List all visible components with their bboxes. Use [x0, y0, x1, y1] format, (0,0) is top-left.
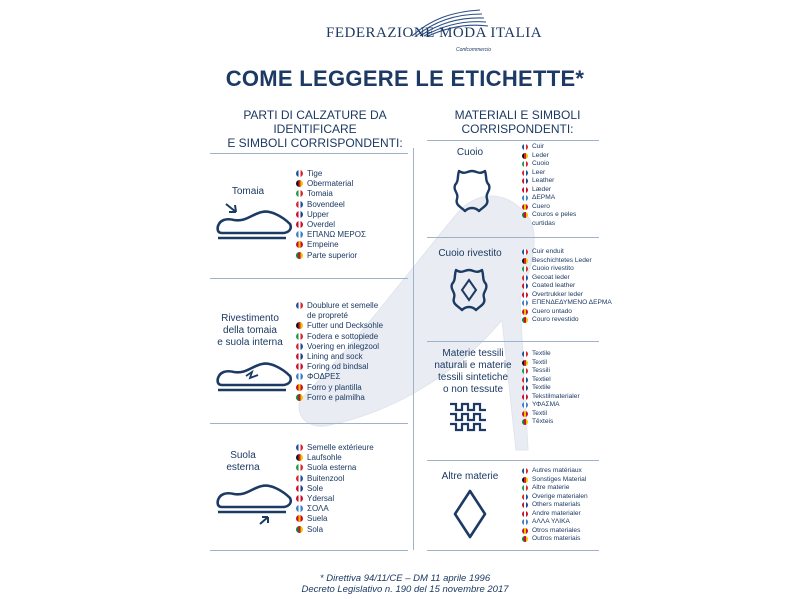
- language-item-text: Coated leather: [532, 282, 576, 289]
- language-item-text: Andre materialer: [532, 509, 581, 517]
- language-item-text: ΔΕΡΜΑ: [532, 194, 556, 201]
- flag-nl-icon: [522, 377, 528, 383]
- right-header-line: MATERIALI E SIMBOLI: [454, 108, 581, 122]
- language-item-text: Foring od bindsal: [307, 362, 369, 372]
- textile-icon: [448, 398, 488, 438]
- language-item: [522, 376, 580, 385]
- flag-dk-icon: [296, 221, 303, 228]
- section-label-line: Materie tessili: [442, 348, 504, 359]
- divider: [427, 341, 599, 342]
- language-item: [296, 189, 366, 199]
- section-label-rivestimento: [208, 313, 292, 349]
- language-item: [522, 203, 576, 212]
- language-item-text: Textile: [532, 350, 551, 357]
- language-item: [522, 484, 588, 493]
- language-item-text: ΥΦΑΣΜΑ: [532, 401, 560, 408]
- language-item-text: Ydersal: [307, 494, 335, 504]
- divider: [427, 140, 599, 141]
- flag-it-icon: [296, 190, 303, 197]
- language-item-text: Sole: [307, 483, 324, 493]
- language-item-text: Others materials: [532, 501, 581, 508]
- flag-gb-icon: [522, 502, 528, 508]
- flag-gr-icon: [522, 300, 528, 306]
- language-item-text: Bovendeel: [307, 199, 345, 209]
- language-item-text: Tomaia: [307, 189, 333, 199]
- flag-nl-icon: [522, 494, 528, 500]
- language-item-text: Sola: [307, 524, 324, 534]
- language-item: [296, 453, 374, 463]
- language-item: [522, 169, 576, 178]
- divider: [210, 550, 408, 551]
- flag-de-icon: [522, 477, 528, 483]
- language-item-text: Cuir: [532, 143, 545, 150]
- language-item: [296, 321, 383, 331]
- language-item-text: Suola esterna: [307, 463, 357, 473]
- language-item: [522, 350, 580, 359]
- language-item-text: ΣΟΛΑ: [307, 504, 329, 514]
- language-item: [296, 311, 383, 321]
- section-label-line: o non tessute: [442, 384, 504, 395]
- language-item-text: Cuero: [532, 202, 550, 210]
- flag-dk-icon: [522, 292, 528, 298]
- other-materials-icon: [452, 488, 488, 540]
- language-item: [522, 160, 576, 169]
- section-label-line: della tomaia: [223, 325, 277, 336]
- language-item-text: Tekstilmaterialer: [532, 392, 580, 400]
- language-item-text: curtidas: [532, 219, 556, 227]
- right-header-line: CORRISPONDENTI:: [461, 122, 574, 136]
- language-item: [522, 535, 588, 544]
- flag-es-icon: [296, 241, 303, 248]
- flag-es-icon: [522, 411, 528, 417]
- section-label-line: Tomaia: [231, 186, 265, 197]
- language-item-text: Forro e palmilha: [307, 392, 365, 402]
- language-item: [296, 504, 374, 514]
- section-label-line: esterna: [226, 462, 260, 473]
- section-label-line: Cuoio rivestito: [438, 248, 502, 259]
- language-item: [296, 362, 383, 372]
- language-item-text: Leather: [532, 177, 555, 184]
- language-item: [522, 282, 612, 291]
- language-item-text: Tige: [307, 169, 323, 178]
- language-item-text: Cuir enduit: [532, 248, 564, 255]
- language-item: [296, 525, 374, 535]
- language-item: [522, 177, 576, 186]
- language-item: [296, 484, 374, 494]
- language-list: [522, 143, 576, 228]
- flag-gb-icon: [522, 283, 528, 289]
- flag-it-icon: [522, 368, 528, 374]
- section-label-line: naturali e materie: [434, 360, 512, 371]
- flag-nl-icon: [296, 475, 303, 482]
- language-item-text: Têxteis: [532, 418, 554, 425]
- language-item: [522, 501, 588, 510]
- flag-gr-icon: [522, 195, 528, 201]
- flag-it-icon: [522, 161, 528, 167]
- flag-gr-icon: [296, 231, 303, 238]
- section-label-tessili: [420, 348, 526, 396]
- divider: [210, 278, 408, 279]
- flag-nl-icon: [296, 343, 303, 350]
- language-item-text: Altre materie: [532, 484, 570, 491]
- language-item-text: Obermaterial: [307, 179, 354, 189]
- language-item: [522, 194, 576, 203]
- language-item: [296, 372, 383, 382]
- language-item-text: Leer: [532, 168, 546, 176]
- flag-gb-icon: [522, 385, 528, 391]
- divider: [210, 153, 408, 154]
- language-item: [296, 179, 366, 189]
- language-item-text: Leder: [532, 151, 549, 159]
- language-item: [296, 240, 366, 250]
- language-item: [522, 220, 576, 229]
- language-list: [522, 467, 588, 544]
- language-item-text: Cuoio: [532, 160, 550, 167]
- language-item-text: Forro y plantilla: [307, 382, 362, 392]
- flag-it-icon: [296, 464, 303, 471]
- flag-es-icon: [296, 515, 303, 522]
- language-item-text: Buitenzool: [307, 473, 345, 483]
- leather-icon: [449, 167, 495, 215]
- language-item-text: Laufsohle: [307, 453, 342, 463]
- language-item: [296, 169, 366, 179]
- language-item-text: Læder: [532, 185, 552, 193]
- language-list: [522, 248, 612, 325]
- flag-gb-icon: [522, 178, 528, 184]
- flag-es-icon: [296, 384, 303, 391]
- flag-pt-icon: [522, 536, 528, 542]
- flag-de-icon: [296, 180, 303, 187]
- language-item-text: Textiel: [532, 375, 551, 383]
- flag-pt-icon: [522, 419, 528, 425]
- flag-es-icon: [522, 528, 528, 534]
- language-item: [296, 352, 383, 362]
- left-header-line: IDENTIFICARE: [273, 122, 357, 136]
- language-item-text: Outros materiais: [532, 535, 581, 542]
- left-column-header: [200, 108, 430, 150]
- flag-dk-icon: [296, 363, 303, 370]
- language-item-text: ΕΠΕΝΔΕΔΥΜΕΝΟ ΔΕΡΜΑ: [532, 299, 612, 306]
- section-label-line: tessili sintetiche: [437, 372, 509, 383]
- flag-de-icon: [522, 360, 528, 366]
- language-item: [296, 301, 383, 311]
- language-item: [522, 299, 612, 308]
- section-label-altre-materie: [432, 471, 508, 483]
- language-item-text: Voering en inlegzool: [307, 341, 380, 351]
- language-list: [522, 350, 580, 427]
- flag-fr-icon: [522, 468, 528, 474]
- right-column-header: [430, 108, 605, 136]
- language-item-text: Overige materialen: [532, 492, 588, 500]
- language-item-text: Beschichtetes Leder: [532, 256, 592, 264]
- language-item-text: Sonstiges Material: [532, 475, 587, 483]
- language-item-text: Parte superior: [307, 250, 358, 260]
- flag-gr-icon: [522, 402, 528, 408]
- language-item: [522, 418, 580, 427]
- language-item-text: Cuoio rivestito: [532, 265, 574, 272]
- left-header-line: PARTI DI CALZATURE DA: [243, 108, 387, 122]
- flag-nl-icon: [296, 201, 303, 208]
- flag-dk-icon: [296, 495, 303, 502]
- language-item-text: Gecoat leder: [532, 273, 570, 281]
- language-item: [522, 265, 612, 274]
- divider: [210, 423, 408, 424]
- language-item-text: Otros materiales: [532, 526, 581, 534]
- language-item-text: ΑΛΛΑ ΥΛΙΚΑ: [532, 518, 570, 525]
- footnote-line: Decreto Legislativo n. 190 del 15 novembre 2017: [301, 584, 509, 595]
- language-item: [296, 474, 374, 484]
- language-item: [522, 401, 580, 410]
- shoe-upper-icon: [212, 200, 294, 246]
- language-item-text: Autres matériaux: [532, 467, 582, 474]
- flag-dk-icon: [522, 511, 528, 517]
- language-item: [296, 514, 374, 524]
- flag-fr-icon: [522, 351, 528, 357]
- flag-de-icon: [296, 454, 303, 461]
- language-item: [522, 493, 588, 502]
- language-item: [296, 200, 366, 210]
- language-item: [522, 291, 612, 300]
- section-label-cuoio-rivestito: [430, 248, 510, 260]
- language-item-text: ΦΟΔΡΕΣ: [307, 372, 341, 382]
- flag-gr-icon: [296, 505, 303, 512]
- divider: [427, 550, 599, 551]
- language-item-text: Upper: [307, 209, 329, 219]
- flag-gr-icon: [296, 373, 303, 380]
- language-item: [522, 527, 588, 536]
- flag-fr-icon: [522, 144, 528, 150]
- language-item-text: Empeine: [307, 240, 339, 250]
- language-item: [522, 211, 576, 220]
- flag-pt-icon: [522, 317, 528, 323]
- flag-de-icon: [522, 153, 528, 159]
- flag-it-icon: [522, 485, 528, 491]
- section-label-line: Altre materie: [441, 471, 499, 482]
- flag-pt-icon: [522, 212, 528, 218]
- language-item: [522, 518, 588, 527]
- flag-fr-icon: [522, 249, 528, 255]
- footnote-line: * Direttiva 94/11/CE – DM 11 aprile 1996: [319, 573, 491, 584]
- language-item: [522, 467, 588, 476]
- flag-it-icon: [522, 266, 528, 272]
- language-item: [296, 332, 383, 342]
- language-item-text: Couro revestido: [532, 316, 579, 323]
- flag-gb-icon: [296, 211, 303, 218]
- language-item: [522, 410, 580, 419]
- shoe-sole-icon: [212, 484, 294, 528]
- language-item-text: Doublure et semelle: [307, 301, 379, 310]
- flag-pt-icon: [296, 252, 303, 259]
- language-item: [296, 342, 383, 352]
- flag-fr-icon: [296, 302, 303, 309]
- flag-nl-icon: [522, 170, 528, 176]
- language-item-text: Textil: [532, 358, 548, 366]
- language-item: [522, 257, 612, 266]
- left-header-line: E SIMBOLI CORRISPONDENTI:: [227, 136, 403, 150]
- language-item-text: Semelle extérieure: [307, 443, 374, 452]
- language-item: [296, 463, 374, 473]
- language-item: [522, 393, 580, 402]
- language-item: [522, 248, 612, 257]
- flag-es-icon: [522, 309, 528, 315]
- coated-leather-icon: [446, 266, 492, 314]
- language-item-text: Suela: [307, 514, 328, 524]
- flag-gr-icon: [522, 519, 528, 525]
- language-item: [296, 251, 366, 261]
- flag-dk-icon: [522, 394, 528, 400]
- section-label-line: Cuoio: [456, 147, 484, 158]
- section-label-suola: [213, 450, 273, 474]
- flag-pt-icon: [296, 394, 303, 401]
- language-item: [522, 316, 612, 325]
- flag-de-icon: [522, 258, 528, 264]
- page-title: COME LEGGERE LE ETICHETTE*: [225, 66, 585, 91]
- language-item: [522, 367, 580, 376]
- language-item: [296, 443, 374, 453]
- language-item: [522, 510, 588, 519]
- flag-gb-icon: [296, 485, 303, 492]
- language-item: [522, 143, 576, 152]
- flag-gb-icon: [296, 353, 303, 360]
- language-item: [522, 384, 580, 393]
- flag-dk-icon: [522, 187, 528, 193]
- language-item-text: Couros e peles: [532, 211, 577, 218]
- language-item: [296, 494, 374, 504]
- flag-fr-icon: [296, 444, 303, 451]
- divider: [427, 237, 599, 238]
- language-item: [522, 274, 612, 283]
- language-item-text: Futter und Decksohle: [307, 321, 384, 331]
- language-list: [296, 301, 383, 403]
- language-item-text: Cuero untado: [532, 307, 572, 315]
- language-item: [296, 220, 366, 230]
- language-item: [522, 476, 588, 485]
- section-label-cuoio: [450, 147, 490, 159]
- section-label-tomaia: [213, 186, 283, 198]
- section-label-line: Suola: [230, 450, 256, 461]
- language-list: [296, 443, 374, 535]
- language-item: [296, 383, 383, 393]
- language-item-text: de propreté: [307, 311, 348, 321]
- section-label-line: Rivestimento: [221, 313, 279, 324]
- language-item: [522, 186, 576, 195]
- flag-es-icon: [522, 204, 528, 210]
- language-item: [296, 210, 366, 220]
- language-item: [522, 359, 580, 368]
- language-item: [296, 393, 383, 403]
- language-item: [522, 308, 612, 317]
- logo-text: FEDERAZIONE MODA ITALIA: [326, 25, 543, 41]
- flag-nl-icon: [522, 275, 528, 281]
- flag-de-icon: [296, 322, 303, 329]
- language-item-text: Tessili: [532, 367, 550, 374]
- section-label-line: e suola interna: [217, 337, 283, 348]
- flag-pt-icon: [296, 526, 303, 533]
- language-item-text: Overtrukker leder: [532, 290, 583, 298]
- flag-it-icon: [296, 333, 303, 340]
- shoe-lining-icon: [212, 358, 294, 398]
- language-item-text: Fodera e sottopiede: [307, 331, 379, 341]
- divider: [427, 460, 599, 461]
- language-item: [522, 152, 576, 161]
- language-item-text: Textil: [532, 409, 548, 417]
- column-divider: [413, 148, 414, 550]
- flag-fr-icon: [296, 170, 303, 177]
- language-item: [296, 230, 366, 240]
- language-item-text: Lining and sock: [307, 352, 363, 362]
- language-item-text: Overdel: [307, 220, 336, 230]
- language-list: [296, 169, 366, 261]
- logo-subtext: Confcommercio: [456, 47, 492, 53]
- language-item-text: Textile: [532, 384, 551, 391]
- language-item-text: ΕΠΑΝΩ ΜΕΡΟΣ: [307, 230, 366, 240]
